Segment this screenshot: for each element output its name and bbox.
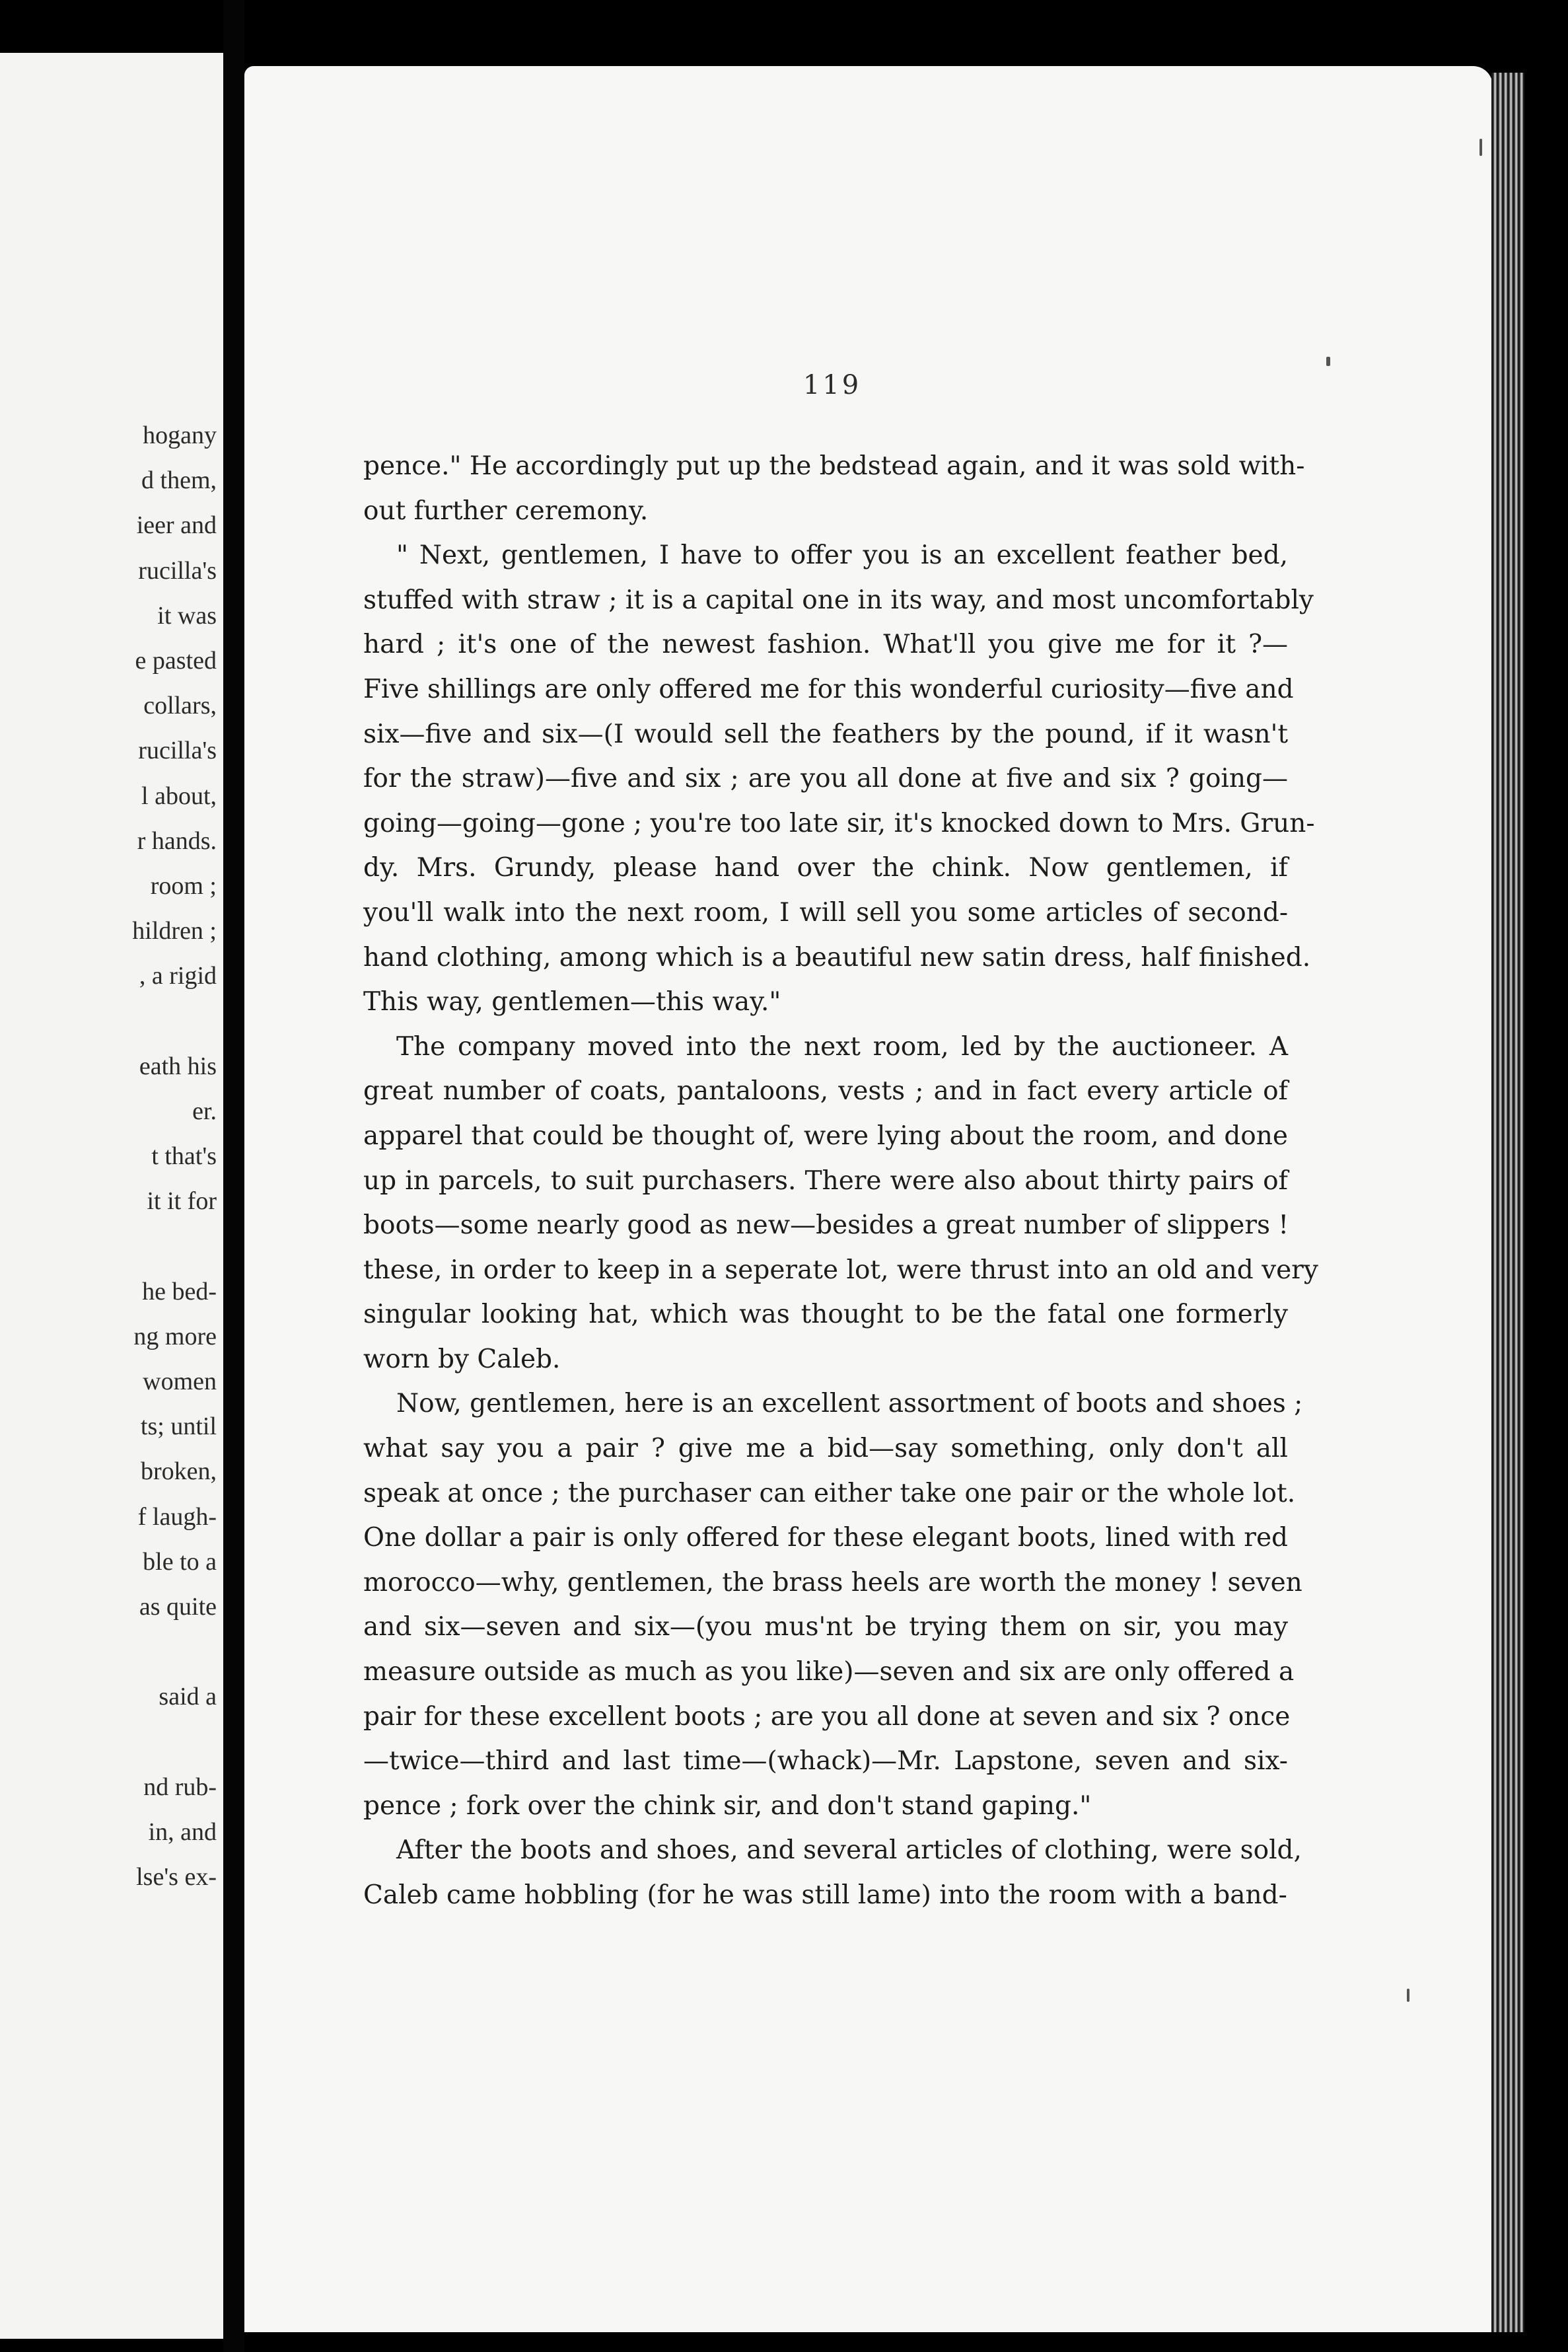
left-page-text-fragment	[0, 413, 217, 1899]
text-line: going—going—gone ; you're too late sir, it's knocked down to Mrs. Grun-	[363, 808, 1315, 838]
left-page-line: t that's	[151, 1142, 217, 1170]
text-line: pair for these excellent boots ; are you all done at seven and six ? once	[363, 1701, 1291, 1732]
text-line: measure outside as much as you like)—seven and six are only offered a	[363, 1657, 1295, 1687]
left-page-line: er.	[192, 1097, 217, 1125]
left-page-line: rucilla's	[138, 556, 217, 585]
text-line: Now, gentlemen, here is an excellent assortment of boots and shoes ;	[396, 1389, 1303, 1419]
text-line: —twice—third and last time—(whack)—Mr. Lapstone, seven and six-	[363, 1746, 1288, 1777]
paragraph	[363, 1828, 1302, 1917]
left-page-line: lse's ex-	[136, 1863, 217, 1891]
left-page-line: d them,	[141, 466, 217, 495]
text-line: pence." He accordingly put up the bedstead again, and it was sold with-	[363, 451, 1305, 481]
text-line: stuffed with straw ; it is a capital one in its way, and most uncomfortably	[363, 585, 1314, 615]
text-line: these, in order to keep in a seperate lot, were thrust into an old and very	[363, 1255, 1318, 1285]
page-number: 119	[802, 370, 862, 400]
text-line: for the straw)—five and six ; are you all done at five and six ? going—	[363, 764, 1288, 794]
left-page-line	[0, 1224, 217, 1268]
text-line: worn by Caleb.	[363, 1344, 561, 1374]
left-page-line: l about,	[141, 782, 217, 810]
text-line: Caleb came hobbling (for he was still lame) into the room with a band-	[363, 1880, 1287, 1910]
left-page-line: ieer and	[136, 511, 217, 540]
left-page-line: hogany	[143, 422, 217, 449]
text-line: apparel that could be thought of, were lying about the room, and done	[363, 1121, 1288, 1151]
left-page-line: collars,	[143, 692, 217, 720]
text-line: morocco—why, gentlemen, the brass heels are worth the money ! seven	[363, 1567, 1302, 1598]
left-page-line: rucilla's	[138, 737, 217, 765]
body-text	[363, 444, 1318, 1918]
text-line: and six—seven and six—(you mus'nt be trying them on sir, you may	[363, 1612, 1288, 1642]
page-edge	[1491, 73, 1524, 2332]
left-page-line: r hands.	[137, 827, 217, 855]
text-line: One dollar a pair is only offered for these elegant boots, lined with red	[363, 1523, 1288, 1553]
ink-speck	[1326, 357, 1330, 366]
left-page-line: ble to a	[143, 1547, 217, 1576]
left-page-line	[0, 1719, 217, 1764]
left-page-line: in, and	[148, 1818, 217, 1846]
left-page-line: room ;	[150, 871, 217, 900]
left-page-line	[0, 998, 217, 1043]
text-line: up in parcels, to suit purchasers. There were also about thirty pairs of	[363, 1165, 1288, 1196]
text-line: hard ; it's one of the newest fashion. What'll you give me for it ?—	[363, 630, 1288, 660]
left-page-line: nd rub-	[143, 1773, 217, 1801]
left-page-line: as quite	[139, 1592, 217, 1621]
left-page-line: eath his	[139, 1052, 217, 1080]
left-facing-page	[0, 53, 223, 2339]
text-line: what say you a pair ? give me a bid—say something, only don't all	[363, 1434, 1288, 1464]
text-line: out further ceremony.	[363, 496, 649, 526]
left-page-line: hildren ;	[132, 917, 217, 945]
text-line: After the boots and shoes, and several articles of clothing, were sold,	[396, 1835, 1302, 1866]
left-page-line: f laugh-	[137, 1502, 217, 1531]
text-line: great number of coats, pantaloons, vests ; and in fact every article of	[363, 1076, 1288, 1107]
text-line: singular looking hat, which was thought to be the fatal one formerly	[363, 1300, 1288, 1330]
left-page-line: ng more	[133, 1322, 217, 1350]
left-page-line: e pasted	[135, 646, 217, 675]
paragraph	[363, 1381, 1303, 1828]
left-page-line	[0, 1629, 217, 1674]
left-page-line: it it for	[147, 1187, 217, 1216]
text-line: dy. Mrs. Grundy, please hand over the chink. Now gentlemen, if	[363, 853, 1288, 883]
ink-speck	[1479, 139, 1482, 156]
paragraph	[363, 533, 1315, 1025]
text-line: The company moved into the next room, led by the auctioneer. A	[396, 1031, 1288, 1062]
text-line: hand clothing, among which is a beautiful new satin dress, half finished.	[363, 942, 1311, 973]
text-line: boots—some nearly good as new—besides a great number of slippers !	[363, 1210, 1289, 1241]
text-line: you'll walk into the next room, I will sell you some articles of second-	[363, 897, 1288, 928]
paragraph	[363, 1025, 1318, 1382]
left-page-line: , a rigid	[139, 962, 217, 990]
text-line: speak at once ; the purchaser can either take one pair or the whole lot.	[363, 1478, 1296, 1508]
paragraph	[363, 444, 1305, 533]
text-line: " Next, gentlemen, I have to offer you is an excellent feather bed,	[396, 540, 1288, 571]
left-page-line: broken,	[140, 1457, 217, 1486]
book-gutter	[223, 0, 244, 2352]
ink-speck	[1407, 1989, 1409, 2002]
left-page-line: said a	[159, 1683, 217, 1711]
left-page-line: it was	[157, 601, 217, 630]
left-page-line: ts; until	[140, 1413, 217, 1441]
text-line: six—five and six—(I would sell the feathers by the pound, if it wasn't	[363, 719, 1288, 749]
text-line: This way, gentlemen—this way."	[363, 987, 781, 1017]
text-line: pence ; fork over the chink sir, and don't stand gaping."	[363, 1790, 1092, 1821]
left-page-line: women	[143, 1367, 217, 1395]
text-line: Five shillings are only offered me for this wonderful curiosity—five and	[363, 674, 1294, 704]
left-page-line: he bed-	[142, 1277, 217, 1305]
